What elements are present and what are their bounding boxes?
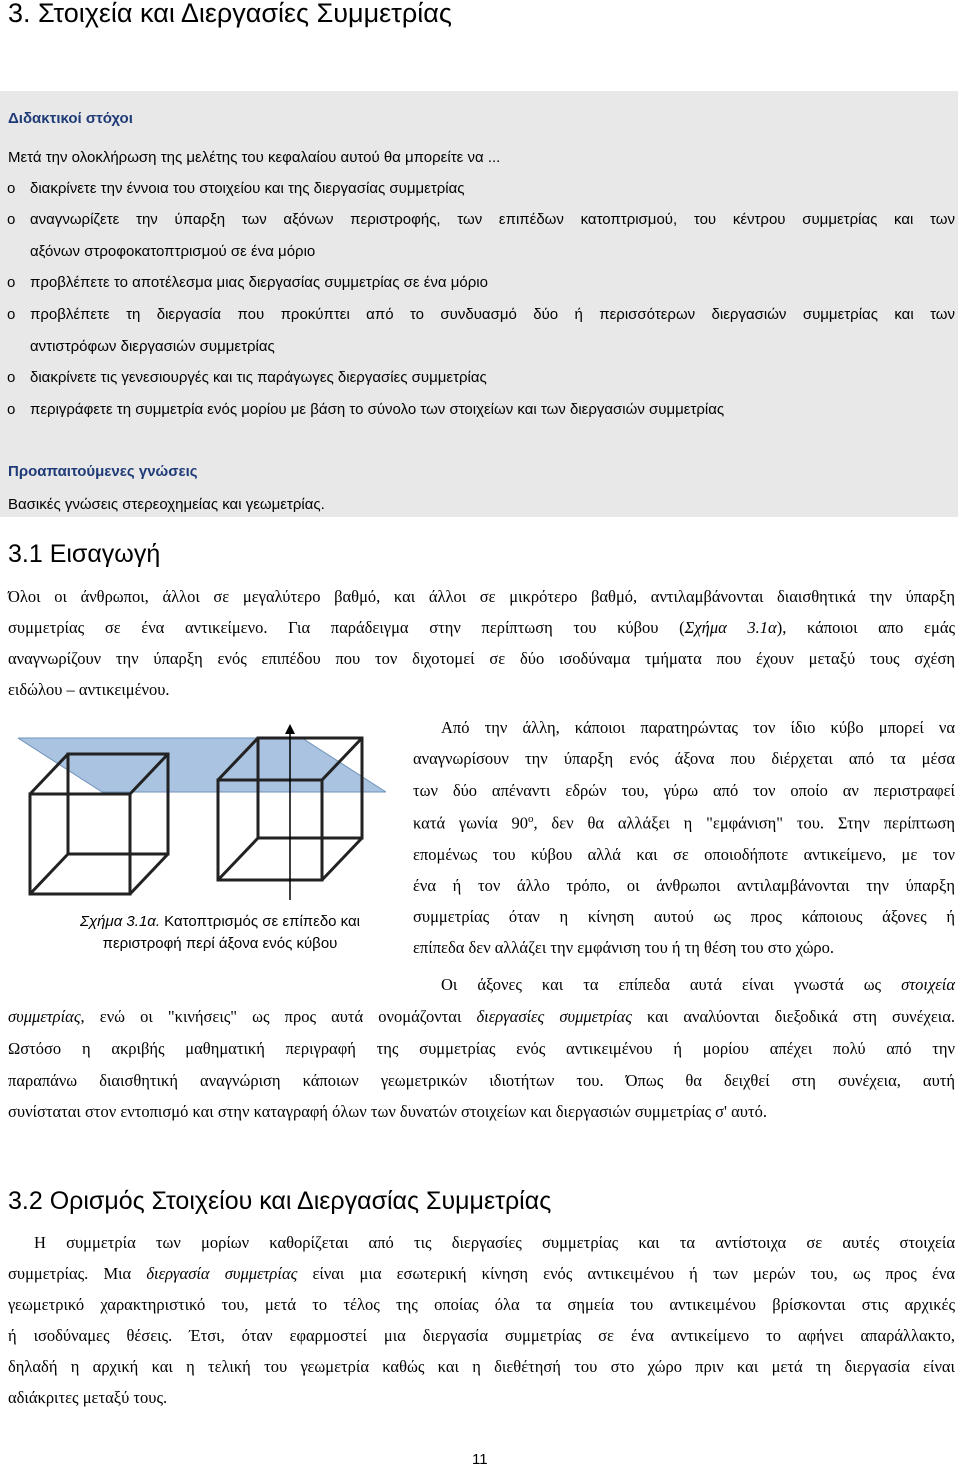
text-run: συμμετρίας. Μια bbox=[8, 1264, 147, 1283]
objective-item: αναγνωρίζετε την ύπαρξη των αξόνων περιστροφής, των επιπέδων κατοπτρισμού, του κέντρου συμμετρίας και των bbox=[30, 211, 955, 228]
term-italic: διεργασίες συμμετρίας bbox=[476, 1007, 632, 1026]
text-run: κατά γωνία 90 bbox=[413, 813, 528, 833]
text-run: , δεν θα αλλάξει η "εμφάνιση" του. Στην περίπτωση bbox=[533, 813, 955, 833]
chapter-title: 3. Στοιχεία και Διεργασίες Συμμετρίας bbox=[8, 0, 452, 28]
text-run: συμμετρίας σε ένα αντικείμενο. Για παράδειγμα στην περίπτωση του κύβου ( bbox=[8, 618, 685, 637]
paragraph-line: συμμετρίας όταν η κίνηση αυτού ως προς κάποιους άξονες ή bbox=[413, 907, 955, 926]
paragraph-line: γεωμετρικό χαρακτηριστικό του, μετά το τέλος της οποίας όλα τα σημεία του αντικειμένου βρίσκονται στις αρχικές bbox=[8, 1295, 955, 1314]
paragraph-line: δηλαδή η αρχική και η τελική του γεωμετρία καθώς και η διεθέτησή του στο χώρο πριν και μετά τη διεργασία είναι bbox=[8, 1357, 955, 1376]
axis-arrow-icon bbox=[285, 724, 295, 734]
paragraph-line: αδιάκριτες μεταξύ τους. bbox=[8, 1388, 168, 1407]
page-number: 11 bbox=[472, 1451, 488, 1468]
bullet-marker: o bbox=[7, 369, 16, 386]
paragraph-line: Ωστόσο η ακριβής μαθηματική περιγραφή της συμμετρίας ενός αντικειμένου ή μορίου απέχει πολύ από την bbox=[8, 1039, 955, 1058]
paragraph-line: αναγνωρίσουν την ύπαρξη ενός άξονα που διέρχεται από τα μέσα bbox=[413, 749, 955, 768]
paragraph-line: ένα ή τον άλλο τρόπο, οι άνθρωποι αντιλαμβάνονται την ύπαρξη bbox=[413, 876, 955, 895]
text-run: και αναλύονται διεξοδικά στη συνέχεια. bbox=[631, 1007, 955, 1026]
section-title-definition: 3.2 Ορισμός Στοιχείου και Διεργασίας Συμμετρίας bbox=[8, 1187, 552, 1215]
paragraph-line: παραπάνω διαισθητική αναγνώριση κάποιων γεωμετρικών ιδιοτήτων του. Όπως θα δειχθεί στη συνέχεια, αυτή bbox=[8, 1071, 955, 1090]
objectives-intro: Μετά την ολοκλήρωση της μελέτης του κεφαλαίου αυτού θα μπορείτε να ... bbox=[8, 149, 501, 166]
bullet-marker: o bbox=[7, 306, 16, 323]
term-italic: συμμετρίας bbox=[8, 1007, 81, 1026]
paragraph-line: ή ισοδύναμες θέσεις. Έτσι, όταν εφαρμοστεί μια διεργασία συμμετρίας σε ένα αντικείμενο το αφήνει απαράλλακτο, bbox=[8, 1326, 955, 1345]
paragraph-line: των δύο απέναντι εδρών του, γύρω από τον οποίο αν περιστραφεί bbox=[413, 781, 955, 800]
objective-item: προβλέπετε το αποτέλεσμα μιας διεργασίας συμμετρίας σε ένα μόριο bbox=[30, 274, 488, 291]
bullet-marker: o bbox=[7, 180, 16, 197]
paragraph-line: συνίσταται στον εντοπισμό και στην καταγραφή όλων των δυνατών στοιχείων και διεργασιών συμμετρίας σ' αυτό. bbox=[8, 1102, 767, 1121]
objective-item-continuation: αντιστρόφων διεργασιών συμμετρίας bbox=[30, 338, 275, 355]
figure-caption bbox=[50, 911, 390, 955]
text-run: είναι μια εσωτερική κίνηση ενός αντικειμένου ή των μερών του, ως προς ένα bbox=[297, 1264, 955, 1283]
mirror-plane bbox=[18, 738, 386, 792]
paragraph-line bbox=[8, 618, 955, 638]
objective-item-continuation: αξόνων στροφοκατοπτρισμού σε ένα μόριο bbox=[30, 243, 316, 260]
text-run: ), κάποιοι απο εμάς bbox=[776, 618, 955, 637]
paragraph-line bbox=[441, 975, 955, 995]
paragraph-line bbox=[8, 1264, 955, 1284]
paragraph-line: Η συμμετρία των μορίων καθορίζεται από τις διεργασίες συμμετρίας και τα αντίστοιχα σε αυτές στοιχεία bbox=[34, 1233, 955, 1252]
paragraph-line bbox=[413, 813, 955, 834]
paragraph-line: επίπεδα δεν αλλάζει την εμφάνιση του ή τη θέση του στο χώρο. bbox=[413, 938, 835, 957]
paragraph-line: αναγνωρίζουν την ύπαρξη ενός επιπέδου που τον διχοτομεί σε δύο ισοδύναμα τμήματα που έχουν μεταξύ τους σχέση bbox=[8, 649, 955, 668]
term-italic: διεργασία συμμετρίας bbox=[146, 1264, 298, 1283]
section-title-intro: 3.1 Εισαγωγή bbox=[8, 540, 161, 568]
text-run: , ενώ οι "κινήσεις" ως προς αυτά ονομάζονται bbox=[80, 1007, 477, 1026]
figure-caption-text: Κατοπτρισμός σε επίπεδο και bbox=[160, 913, 360, 930]
text-run: Οι άξονες και τα επίπεδα αυτά είναι γνωστά ως bbox=[441, 975, 902, 994]
term-italic: στοιχεία bbox=[901, 975, 955, 994]
paragraph-line bbox=[8, 1007, 955, 1027]
figure-reference: Σχήμα 3.1α bbox=[684, 618, 777, 637]
objective-item: περιγράφετε τη συμμετρία ενός μορίου με βάση το σύνολο των στοιχείων και των διεργασιών συμμετρίας bbox=[30, 401, 725, 418]
paragraph-line: Από την άλλη, κάποιοι παρατηρώντας τον ίδιο κύβο μπορεί να bbox=[441, 718, 955, 737]
degree-superscript: ο bbox=[527, 813, 534, 825]
bullet-marker: o bbox=[7, 401, 16, 418]
paragraph-line: ειδώλου – αντικειμένου. bbox=[8, 680, 170, 699]
prerequisites-heading: Προαπαιτούμενες γνώσεις bbox=[8, 463, 198, 480]
objective-item: διακρίνετε την έννοια του στοιχείου και της διεργασίας συμμετρίας bbox=[30, 180, 465, 197]
paragraph-line: επομένως του κύβου αλλά και σε οποιοδήποτε αντικείμενο, με τον bbox=[413, 845, 955, 864]
objectives-heading: Διδακτικοί στόχοι bbox=[8, 110, 133, 127]
cube-figure bbox=[18, 724, 386, 902]
figure-caption-label: Σχήμα 3.1α. bbox=[79, 913, 161, 930]
objective-item: προβλέπετε τη διεργασία που προκύπτει από το συνδυασμό δύο ή περισσότερων διεργασιών συμμετρίας και των bbox=[30, 306, 955, 323]
prerequisites-text: Βασικές γνώσεις στερεοχημείας και γεωμετρίας. bbox=[8, 496, 325, 513]
paragraph-line: Όλοι οι άνθρωποι, άλλοι σε μεγαλύτερο βαθμό, και άλλοι σε μικρότερο βαθμό, αντιλαμβάνονται διαισθητικά την ύπαρξη bbox=[8, 587, 955, 606]
objective-item: διακρίνετε τις γενεσιουργές και τις παράγωγες διεργασίες συμμετρίας bbox=[30, 369, 487, 386]
bullet-marker: o bbox=[7, 211, 16, 228]
figure-caption-text: περιστροφή περί άξονα ενός κύβου bbox=[102, 935, 338, 952]
bullet-marker: o bbox=[7, 274, 16, 291]
